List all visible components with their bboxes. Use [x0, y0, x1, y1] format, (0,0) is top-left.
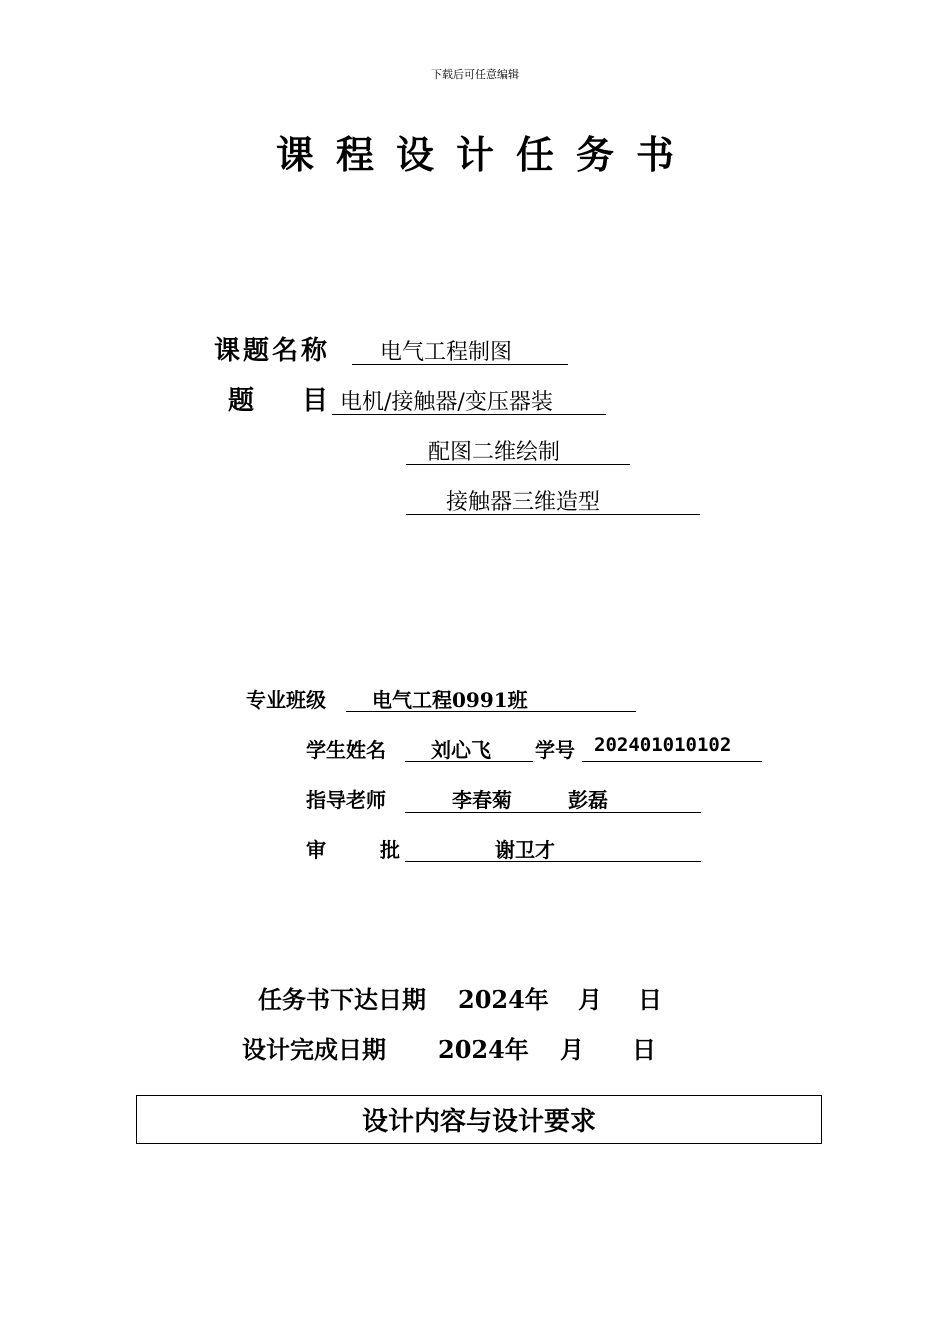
topic-label-1: 题 [228, 386, 255, 416]
complete-date-year: 2024年 [438, 1035, 529, 1064]
course-label: 课题名称 [214, 336, 331, 366]
page-title: 课程设计任务书 [275, 132, 696, 177]
approve-label-1: 审 [306, 838, 326, 862]
approve-value: 谢卫才 [405, 834, 701, 862]
student-id-value: 202401010102 [582, 734, 762, 762]
student-name-value: 刘心飞 [405, 734, 533, 762]
issue-date-year: 2024年 [458, 985, 549, 1014]
topic-line-2: 配图二维绘制 [406, 435, 630, 465]
student-name-label: 学生姓名 [306, 738, 386, 762]
major-label: 专业班级 [246, 688, 326, 712]
section-heading-box: 设计内容与设计要求 [136, 1095, 822, 1144]
page-header: 下载后可任意编辑 [431, 68, 519, 81]
student-id-label: 学号 [535, 738, 575, 762]
major-value: 电气工程0991班 [346, 684, 636, 712]
advisor-underline [405, 784, 701, 813]
issue-date-label: 任务书下达日期 [258, 985, 426, 1014]
topic-line-3: 接触器三维造型 [406, 485, 700, 515]
approve-label-2: 批 [380, 838, 400, 862]
advisor-label: 指导老师 [306, 788, 386, 812]
topic-label-2: 目 [302, 386, 329, 416]
complete-date-label: 设计完成日期 [242, 1035, 386, 1064]
topic-line-1: 电机/接触器/变压器装 [332, 385, 606, 415]
complete-date-day: 日 [632, 1035, 656, 1064]
course-value: 电气工程制图 [352, 335, 568, 365]
advisor-2: 彭磊 [568, 788, 608, 812]
issue-date-day: 日 [638, 985, 662, 1014]
advisor-1: 李春菊 [452, 788, 512, 812]
issue-date-month: 月 [578, 985, 602, 1014]
complete-date-month: 月 [560, 1035, 584, 1064]
